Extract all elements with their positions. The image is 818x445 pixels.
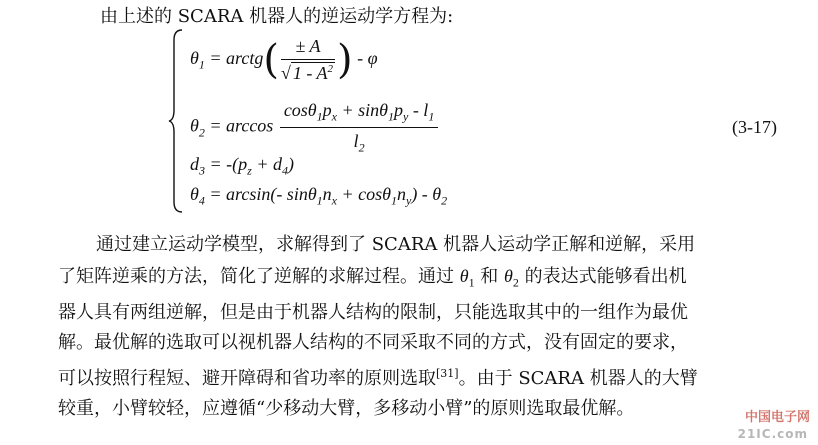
paragraph-line: 通过建立运动学模型，求解得到了 SCARA 机器人运动学正解和逆解，采用 (96, 234, 696, 255)
paragraph-line: 解。最优解的选取可以视机器人结构的不同采取不同的方式，没有固定的要求， (58, 332, 688, 354)
equation-theta2: $\theta_2 = \arccos$ $\frac{\cos\theta_1p_x + \sin\theta_1p_y - l_1}{l_2}$ (190, 100, 440, 155)
watermark-url: 21IC.com (737, 427, 808, 441)
paragraph-line: 较重，小臂较轻，应遵循“少移动大臂，多移动小臂”的原则选取最优解。 (58, 398, 635, 420)
paragraph-line: 可以按照行程短、避开障碍和省功率的原则选取[31]。由于 SCARA 机器人的大臂 (58, 366, 698, 389)
equation-number: (3-17) (732, 117, 777, 137)
body-paragraph (58, 230, 778, 425)
equation-theta1: $\theta_1$ = arctg( $\frac{\pm A}{√ 1 - A^2}$ ) - φ (190, 36, 378, 83)
citation-ref: [31] (436, 366, 459, 380)
equation-brace (168, 28, 184, 214)
paragraph-line: 器人具有两组逆解，但是由于机器人结构的限制，只能选取其中的一组作为最优 (58, 301, 688, 323)
paragraph-line: 了矩阵逆乘的方法，简化了逆解的求解过程。通过 $\theta_1$ 和 $\theta_2$ 的表达式能够看出机 (58, 265, 687, 290)
equation-theta4: $\theta_4 = \arcsin(-$ $\sin\theta_1n_x + \cos\theta_1n_y) - \theta_2$ (190, 184, 448, 208)
watermark-logo: 中国电子网 (744, 410, 810, 425)
intro-text: 由上述的 SCARA 机器人的逆运动学方程为: (100, 6, 454, 27)
equation-d3: $d_3 = -(p_z + d_4)$ (190, 154, 294, 178)
